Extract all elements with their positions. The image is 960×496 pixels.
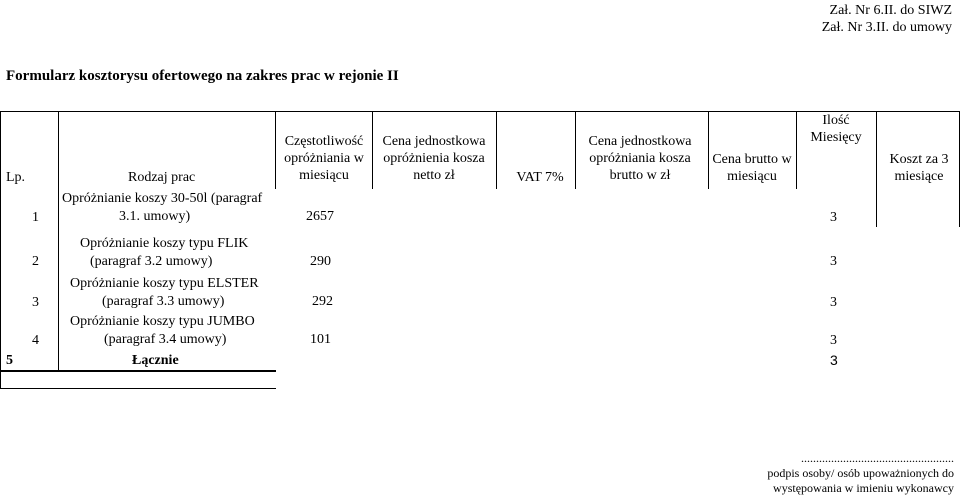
row-frequency: 292 (312, 294, 333, 309)
header-czestotliwosc: Częstotliwość opróżniania w miesiącu (284, 134, 364, 183)
annex-line-1: Zał. Nr 6.II. do SIWZ (829, 3, 952, 18)
row-name-line-1: Opróżnianie koszy 30-50l (paragraf (62, 191, 263, 206)
annex-line-2: Zał. Nr 3.II. do umowy (821, 20, 952, 35)
row-months: 3 (830, 295, 837, 310)
total-label: Łącznie (132, 353, 179, 368)
row-frequency: 290 (310, 254, 331, 269)
col-divider-vat (575, 111, 576, 189)
row-name-line-2: (paragraf 3.3 umowy) (102, 294, 225, 309)
header-lp: Lp. (6, 170, 26, 185)
page-title: Formularz kosztorysu ofertowego na zakres prac w rejonie II (6, 68, 399, 84)
header-cena-netto: Cena jednostkowa opróżnienia kosza netto zł (382, 134, 486, 183)
row-name-line-2: (paragraf 3.4 umowy) (104, 332, 227, 347)
row-name-line-2: (paragraf 3.2 umowy) (90, 254, 213, 269)
row-frequency: 101 (310, 332, 331, 347)
signature-line-2: występowania w imieniu wykonawcy (773, 481, 954, 495)
annex-note (822, 2, 952, 36)
header-koszt: Koszt za 3 miesiące (889, 152, 949, 184)
row-name-line-1: Opróżnianie koszy typu ELSTER (70, 276, 259, 291)
row-lp: 2 (32, 254, 39, 269)
signature-dots: ................................................... (801, 451, 954, 465)
row-months: 3 (830, 333, 837, 348)
col-divider-netto (496, 111, 497, 189)
total-row-top-border-2 (0, 371, 276, 372)
header-cena-brutto-jedn: Cena jednostkowa opróżniania kosza brutto w zł (588, 134, 692, 183)
row-lp: 1 (32, 210, 39, 225)
total-months: 3 (830, 352, 838, 368)
signature-block (767, 451, 954, 496)
row-name-line-2: 3.1. umowy) (119, 209, 191, 224)
table-top-border (0, 111, 960, 112)
col-divider-brutto-jedn (708, 111, 709, 189)
col-divider-brutto-mies (796, 111, 797, 189)
row-frequency: 2657 (306, 209, 334, 224)
header-ilosc: Ilość Miesięcy (810, 113, 862, 145)
total-lp: 5 (6, 353, 13, 368)
col-divider-lp (58, 111, 59, 371)
table-left-border (0, 111, 1, 389)
table-bottom-border (0, 388, 276, 389)
row-name-line-1: Opróżnianie koszy typu FLIK (80, 236, 249, 251)
row-name-line-1: Opróżnianie koszy typu JUMBO (70, 314, 255, 329)
col-divider-rodzaj (275, 111, 276, 189)
row-months: 3 (830, 210, 837, 225)
header-vat: VAT 7% (516, 170, 564, 185)
row-lp: 3 (32, 295, 39, 310)
header-rodzaj: Rodzaj prac (128, 170, 196, 185)
row-months: 3 (830, 254, 837, 269)
row-lp: 4 (32, 333, 39, 348)
col-divider-ilosc (876, 111, 877, 227)
header-cena-brutto-mies: Cena brutto w miesiącu (712, 152, 792, 184)
signature-line-1: podpis osoby/ osób upoważnionych do (767, 466, 954, 480)
col-divider-freq (372, 111, 373, 189)
